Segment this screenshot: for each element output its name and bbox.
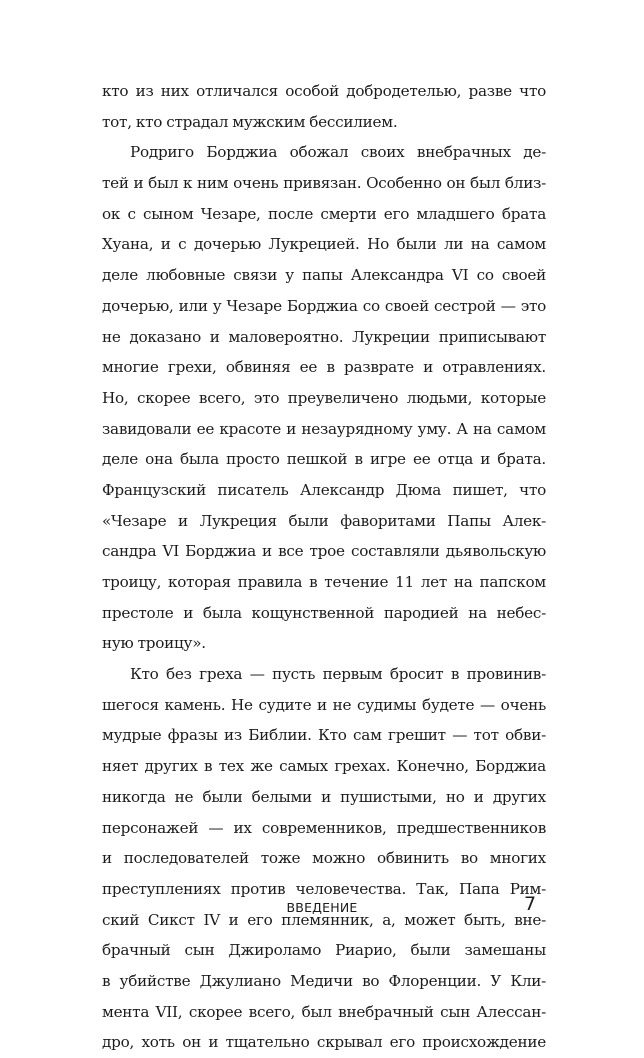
text-line: Хуана, и с дочерью Лукрецией. Но были ли на самом [102, 235, 546, 254]
text-line: мента VII, скорее всего, был внебрачный сын Алессан- [102, 1002, 546, 1021]
text-line: преступлениях против человечества. Так, Папа Рим- [102, 879, 546, 898]
text-line: ную троицу». [102, 634, 206, 653]
text-line: в убийстве Джулиано Медичи во Флоренции. У Кли- [102, 971, 546, 990]
text-line: Французский писатель Александр Дюма пишет, что [102, 480, 546, 499]
text-line: многие грехи, обвиняя ее в разврате и отравлениях. [102, 358, 546, 377]
text-line: никогда не были белыми и пушистыми, но и других [102, 787, 546, 806]
text-line: престоле и была кощунственной пародией на небес- [102, 603, 546, 622]
text-line: деле любовные связи у папы Александра VI со своей [102, 266, 546, 285]
text-line: мудрые фразы из Библии. Кто сам грешит — тот обви- [102, 726, 546, 745]
text-line: не доказано и маловероятно. Лукреции приписывают [102, 327, 546, 346]
text-line: ок с сыном Чезаре, после смерти его младшего брата [102, 204, 546, 223]
text-line: Но, скорее всего, это преувеличено людьми, которые [102, 388, 546, 407]
text-line: и последователей тоже можно обвинить во многих [102, 849, 546, 868]
text-line: шегося камень. Не судите и не судимы будете — очень [102, 695, 546, 714]
text-line: ский Сикст IV и его племянник, а, может быть, вне- [102, 910, 546, 929]
text-line: дро, хоть он и тщательно скрывал его происхождение [102, 1033, 546, 1052]
text-line: кто из них отличался особой добродетелью, разве что [102, 82, 546, 100]
text-line: «Чезаре и Лукреция были фаворитами Папы Алек- [102, 511, 546, 530]
text-line: троицу, которая правила в течение 11 лет на папском [102, 573, 546, 591]
running-title: ВВЕДЕНИЕ [286, 900, 358, 915]
text-line: тей и был к ним очень привязан. Особенно он был близ- [102, 174, 546, 193]
text-line: брачный сын Джироламо Риарио, были замешаны [102, 941, 546, 960]
text-line: Родриго Борджиа обожал своих внебрачных де- [130, 143, 546, 162]
page-number: 7 [524, 893, 537, 915]
text-line: няет других в тех же самых грехах. Конечно, Борджиа [102, 757, 546, 776]
text-line: тот, кто страдал мужским бессилием. [102, 112, 398, 131]
text-line: дочерью, или у Чезаре Борджиа со своей сестрой — это [102, 296, 546, 315]
text-line: завидовали ее красоте и незаурядному уму. А на самом [102, 419, 546, 438]
text-line: Кто без греха — пусть первым бросит в провинив- [130, 665, 546, 684]
text-line: персонажей — их современников, предшественников [102, 818, 546, 837]
text-line: сандра VI Борджиа и все трое составляли дьявольскую [102, 542, 546, 561]
text-line: деле она была просто пешкой в игре ее отца и брата. [102, 450, 546, 469]
